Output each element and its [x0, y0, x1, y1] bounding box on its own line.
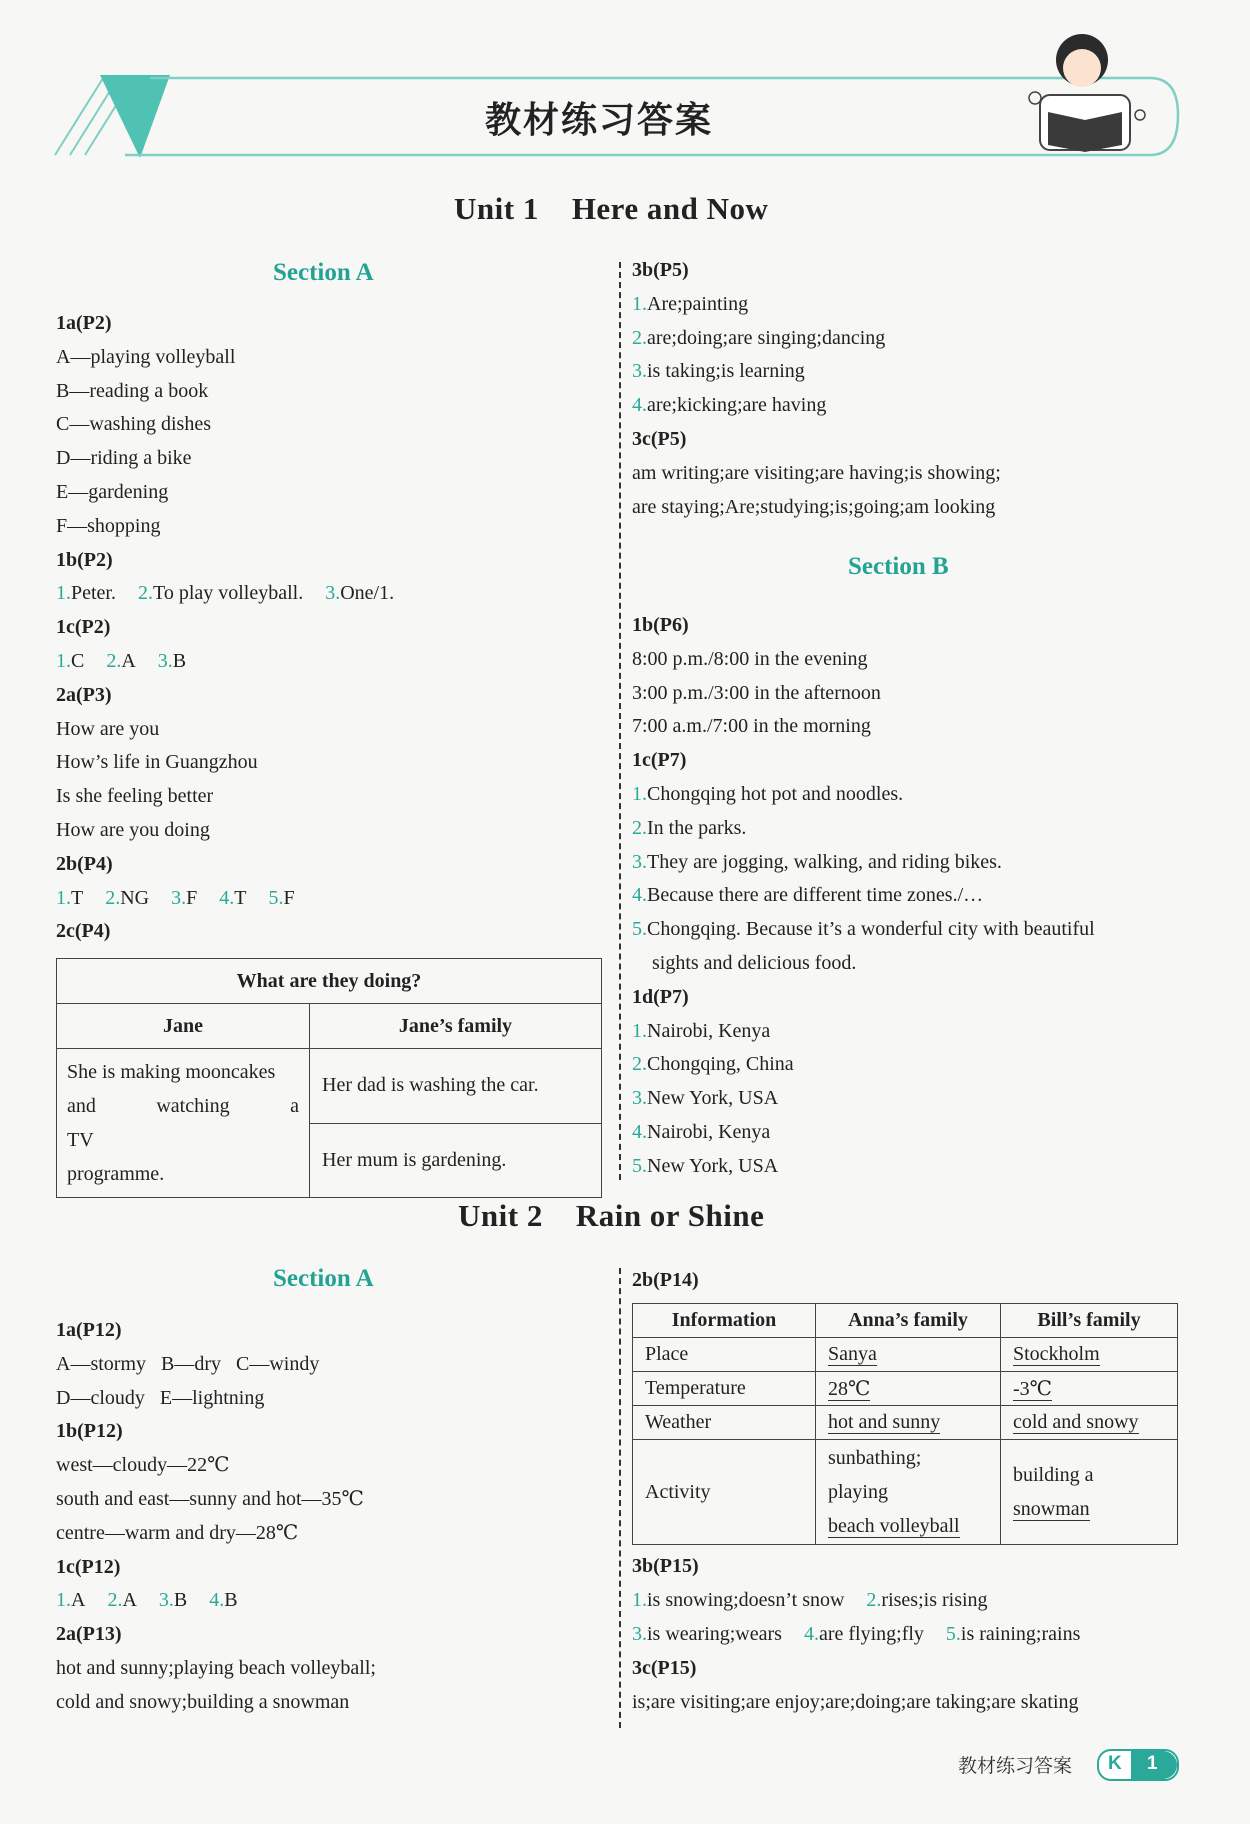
item-number: 1.: [632, 1589, 647, 1611]
answer-line: [56, 1521, 298, 1545]
item-number: 4.: [803, 1623, 819, 1645]
item-text: is taking;is learning: [647, 360, 805, 383]
exercise-label: [56, 852, 113, 876]
table-2c-col-family: Jane’s family: [310, 1004, 602, 1049]
answer-line: [56, 412, 211, 436]
table-2c: [56, 958, 602, 1198]
exercise-label: [56, 548, 113, 572]
answer-line: [56, 886, 317, 910]
exercise-label: [56, 311, 112, 335]
table-2c-jane-cell: [57, 1049, 310, 1198]
answer-line: [632, 1622, 1102, 1646]
table-2b-cell: [816, 1338, 1001, 1372]
banner-graphic: [0, 0, 1250, 175]
item-text: D—cloudy E—lightning: [56, 1386, 265, 1409]
item-answer: A: [71, 1589, 86, 1612]
item-text: sights and delicious food.: [652, 952, 857, 974]
answer-line: [632, 495, 995, 519]
jane-line: programme.: [67, 1163, 165, 1185]
table-2c-family-cell: Her dad is washing the car.: [310, 1049, 602, 1124]
item-text: 1d(P7): [632, 985, 689, 1008]
page-number: 1: [1147, 1753, 1158, 1774]
item-text: hot and sunny;playing beach volleyball;: [56, 1657, 376, 1679]
answer: building a: [1013, 1464, 1094, 1486]
item-answer: F: [283, 886, 295, 909]
item-text: B—reading a book: [56, 379, 209, 402]
item-text: A—stormy B—dry C—windy: [56, 1352, 320, 1375]
item-text: New York, USA: [647, 1154, 779, 1177]
item-text: am writing;are visiting;are having;is showing;: [632, 461, 1001, 484]
exercise-label: [56, 1622, 122, 1646]
item-text: 2a(P3): [56, 683, 112, 706]
item-number: 2.: [632, 816, 647, 839]
answer-line: [56, 1487, 364, 1511]
item-text: are staying;Are;studying;is;going;am looking: [632, 495, 996, 518]
answer-line: [652, 951, 856, 975]
item-number: 5.: [945, 1623, 961, 1645]
answer-line: [56, 818, 210, 842]
answer-line: [632, 393, 826, 417]
item-text: 1a(P12): [56, 1319, 122, 1341]
item-number: 2.: [138, 582, 153, 605]
item-answer: are flying;fly: [818, 1623, 924, 1645]
item-text: 2b(P4): [56, 852, 113, 875]
item-answer: NG: [120, 886, 150, 909]
footer-page-badge: [1097, 1749, 1179, 1781]
item-number: 1.: [632, 1019, 647, 1042]
unit1-section-b: Section B: [848, 553, 949, 580]
item-text: south and east—sunny and hot—35℃: [56, 1488, 364, 1510]
girl-reading-illustration: [1029, 34, 1145, 152]
column-divider-unit1: [619, 262, 621, 1180]
item-text: west—cloudy—22℃: [56, 1454, 230, 1477]
item-text: 1b(P2): [56, 548, 113, 571]
item-number: 1.: [56, 1589, 71, 1612]
item-text: 1c(P2): [56, 616, 111, 639]
answer-line: [632, 461, 1001, 485]
unit1-section-a: Section A: [273, 259, 374, 286]
item-number: 3.: [632, 1623, 647, 1645]
item-answer: One/1.: [340, 582, 395, 605]
item-text: are;doing;are singing;dancing: [647, 326, 886, 349]
answer-line: [632, 1019, 770, 1043]
item-text: C—washing dishes: [56, 413, 211, 436]
item-number: 2.: [866, 1589, 882, 1611]
answer-line: [56, 1656, 376, 1680]
item-text: Chongqing, China: [647, 1053, 794, 1076]
item-text: A—playing volleyball: [56, 345, 236, 368]
item-answer: A: [121, 650, 136, 672]
item-answer: B: [224, 1589, 238, 1612]
exercise-label: [632, 748, 686, 772]
exercise-label: [632, 258, 689, 282]
item-text: 3b(P15): [632, 1555, 699, 1577]
answer-line: [632, 883, 983, 907]
exercise-label: [56, 683, 112, 707]
item-answer: is snowing;doesn’t snow: [647, 1589, 845, 1611]
answer: cold and snowy: [1013, 1411, 1139, 1433]
answer-line: [56, 717, 159, 741]
item-number: 4.: [209, 1589, 225, 1612]
item-number: 2.: [107, 1589, 123, 1612]
answer-line: [632, 326, 885, 350]
item-text: E—gardening: [56, 481, 169, 503]
answer: playing: [828, 1481, 888, 1503]
item-text: In the parks.: [647, 816, 747, 839]
item-number: 2.: [632, 326, 647, 349]
item-text: 1b(P12): [56, 1420, 123, 1443]
answer-line: [56, 480, 168, 504]
answer-line: [56, 784, 213, 808]
item-number: 3.: [325, 582, 341, 605]
table-2b-cell: [1001, 1406, 1178, 1440]
exercise-label: [56, 1555, 120, 1579]
exercise-label: [632, 1554, 699, 1578]
exercise-label: [56, 615, 110, 639]
item-text: 1a(P2): [56, 312, 112, 334]
table-2b-cell: [816, 1372, 1001, 1406]
item-number: 3.: [171, 886, 187, 909]
table-2b-cell: Place: [633, 1338, 816, 1372]
jane-line: She is making mooncakes: [67, 1061, 276, 1083]
unit2-section-a: Section A: [273, 1265, 374, 1292]
answer-line: [56, 1453, 229, 1477]
answer-line: [56, 649, 208, 673]
exercise-label: [632, 985, 689, 1009]
unit1-title: Unit 1 Here and Now: [454, 191, 769, 226]
item-text: They are jogging, walking, and riding bikes.: [647, 850, 1002, 873]
footer-badge-letter: K: [1108, 1753, 1122, 1774]
item-number: 1.: [56, 582, 71, 605]
answer-line: [632, 1690, 1079, 1714]
item-text: Because there are different time zones./…: [647, 884, 984, 907]
item-answer: rises;is rising: [881, 1589, 988, 1611]
table-2b-cell: Temperature: [633, 1372, 816, 1406]
table-2c-col-jane: Jane: [57, 1004, 310, 1049]
answer-line: [632, 816, 746, 840]
table-2b-cell: [1001, 1372, 1178, 1406]
answer-line: [632, 1086, 778, 1110]
table-2b-cell: [1001, 1338, 1178, 1372]
answer-line: [56, 1352, 319, 1376]
table-2b-cell: Weather: [633, 1406, 816, 1440]
item-answer: To play volleyball.: [153, 582, 304, 605]
answer-line: [56, 379, 208, 403]
item-text: How are you doing: [56, 819, 210, 841]
item-number: 3.: [158, 1589, 174, 1612]
table-2b-cell: [816, 1406, 1001, 1440]
item-answer: T: [71, 886, 84, 909]
footer-label: 教材练习答案: [958, 1755, 1073, 1777]
answer-line: [56, 514, 160, 538]
answer-line: [632, 1588, 1010, 1612]
label-2b: 2b(P14): [632, 1269, 699, 1291]
item-text: is;are visiting;are enjoy;are;doing;are taking;are skating: [632, 1691, 1079, 1713]
item-text: F—shopping: [56, 514, 161, 537]
item-text: 1c(P7): [632, 749, 687, 772]
item-text: Chongqing. Because it’s a wonderful city with beautiful: [647, 918, 1095, 941]
answer: Sanya: [828, 1343, 877, 1365]
item-number: 4.: [632, 1121, 647, 1143]
item-text: Nairobi, Kenya: [647, 1121, 771, 1143]
item-answer: is raining;rains: [960, 1623, 1081, 1645]
item-text: cold and snowy;building a snowman: [56, 1690, 350, 1713]
item-number: 2.: [105, 886, 121, 909]
table-2b-header: Bill’s family: [1001, 1304, 1178, 1338]
item-text: 2c(P4): [56, 920, 111, 943]
item-answer: B: [172, 650, 187, 672]
exercise-label: [632, 1656, 696, 1680]
answer-line: [56, 1386, 264, 1410]
item-number: 3.: [632, 360, 647, 383]
answer-line: [632, 714, 871, 738]
item-number: 1.: [56, 886, 71, 909]
answer-line: [632, 782, 903, 806]
item-number: 3.: [632, 850, 647, 873]
table-2c-family-cell: Her mum is gardening.: [310, 1123, 602, 1198]
answer-line: [632, 292, 748, 316]
item-number: 2.: [106, 650, 122, 672]
item-number: 5.: [268, 886, 284, 909]
item-answer: F: [186, 886, 198, 909]
item-text: 3c(P15): [632, 1657, 697, 1679]
answer-line: [632, 681, 881, 705]
item-number: 4.: [632, 884, 647, 907]
answer: -3℃: [1013, 1378, 1053, 1400]
answer: Stockholm: [1013, 1343, 1100, 1365]
unit2-title: Unit 2 Rain or Shine: [458, 1198, 765, 1233]
answer-line: [632, 917, 1095, 941]
item-number: 1.: [632, 292, 647, 315]
exercise-label: [632, 427, 686, 451]
item-answer: B: [173, 1589, 188, 1612]
answer-line: [632, 1154, 778, 1178]
item-number: 1.: [56, 650, 71, 672]
table-2b-cell: Activity: [633, 1440, 816, 1545]
answer-line: [632, 1052, 794, 1076]
exercise-label: [56, 919, 110, 943]
answer-line: [632, 359, 805, 383]
table-2b-cell: [1001, 1440, 1178, 1545]
item-answer: is wearing;wears: [647, 1623, 782, 1645]
item-text: 3b(P5): [632, 259, 689, 281]
item-number: 1.: [632, 783, 647, 805]
item-text: are;kicking;are having: [647, 394, 827, 417]
answer: hot and sunny: [828, 1411, 941, 1433]
table-2b-header: Information: [633, 1304, 816, 1338]
item-text: How are you: [56, 717, 160, 740]
answer-line: [56, 750, 258, 774]
item-text: Nairobi, Kenya: [647, 1019, 771, 1042]
answer: snowman: [1013, 1498, 1090, 1520]
table-2c-title: What are they doing?: [57, 959, 602, 1004]
item-number: 3.: [157, 650, 173, 672]
item-text: D—riding a bike: [56, 447, 192, 470]
item-text: 7:00 a.m./7:00 in the morning: [632, 715, 871, 738]
exercise-label: [56, 1419, 123, 1443]
item-text: 2a(P13): [56, 1623, 122, 1646]
table-2b: [632, 1303, 1178, 1545]
item-text: 8:00 p.m./8:00 in the evening: [632, 647, 868, 670]
item-text: 3c(P5): [632, 428, 687, 450]
item-text: Is she feeling better: [56, 785, 214, 808]
header-banner: [0, 0, 1250, 175]
item-text: 3:00 p.m./3:00 in the afternoon: [632, 681, 881, 704]
item-answer: T: [234, 886, 247, 909]
answer-line: [56, 446, 192, 470]
item-number: 3.: [632, 1087, 647, 1110]
answer-line: [56, 345, 235, 369]
answer: 28℃: [828, 1378, 871, 1400]
item-number: 5.: [632, 918, 647, 941]
answer-line: [56, 1588, 260, 1612]
column-divider-unit2: [619, 1268, 621, 1728]
page-title: 教材练习答案: [485, 100, 714, 141]
answer: sunbathing;: [828, 1447, 922, 1469]
item-text: 1b(P6): [632, 614, 689, 636]
answer-line: [632, 1120, 770, 1144]
answer-line: [632, 647, 868, 671]
exercise-label: [56, 1318, 122, 1342]
item-text: 1c(P12): [56, 1555, 121, 1578]
exercise-label: [632, 613, 689, 637]
answer-line: [56, 1690, 349, 1714]
item-text: Are;painting: [647, 292, 749, 315]
item-text: New York, USA: [647, 1087, 779, 1110]
item-number: 4.: [632, 394, 647, 417]
item-answer: C: [71, 650, 85, 672]
item-text: Chongqing hot pot and noodles.: [647, 783, 904, 805]
item-number: 4.: [219, 886, 235, 909]
jane-line: and watching a TV: [67, 1095, 299, 1151]
answer: beach volleyball: [828, 1515, 960, 1537]
item-number: 2.: [632, 1053, 647, 1076]
answer-line: [632, 850, 1002, 874]
item-text: centre—warm and dry—28℃: [56, 1521, 299, 1544]
item-text: How’s life in Guangzhou: [56, 751, 258, 774]
table-2b-cell: [816, 1440, 1001, 1545]
item-answer: Peter.: [71, 582, 116, 605]
item-number: 5.: [632, 1154, 647, 1177]
item-answer: A: [122, 1589, 137, 1612]
answer-line: [56, 581, 416, 605]
table-2b-header: Anna’s family: [816, 1304, 1001, 1338]
